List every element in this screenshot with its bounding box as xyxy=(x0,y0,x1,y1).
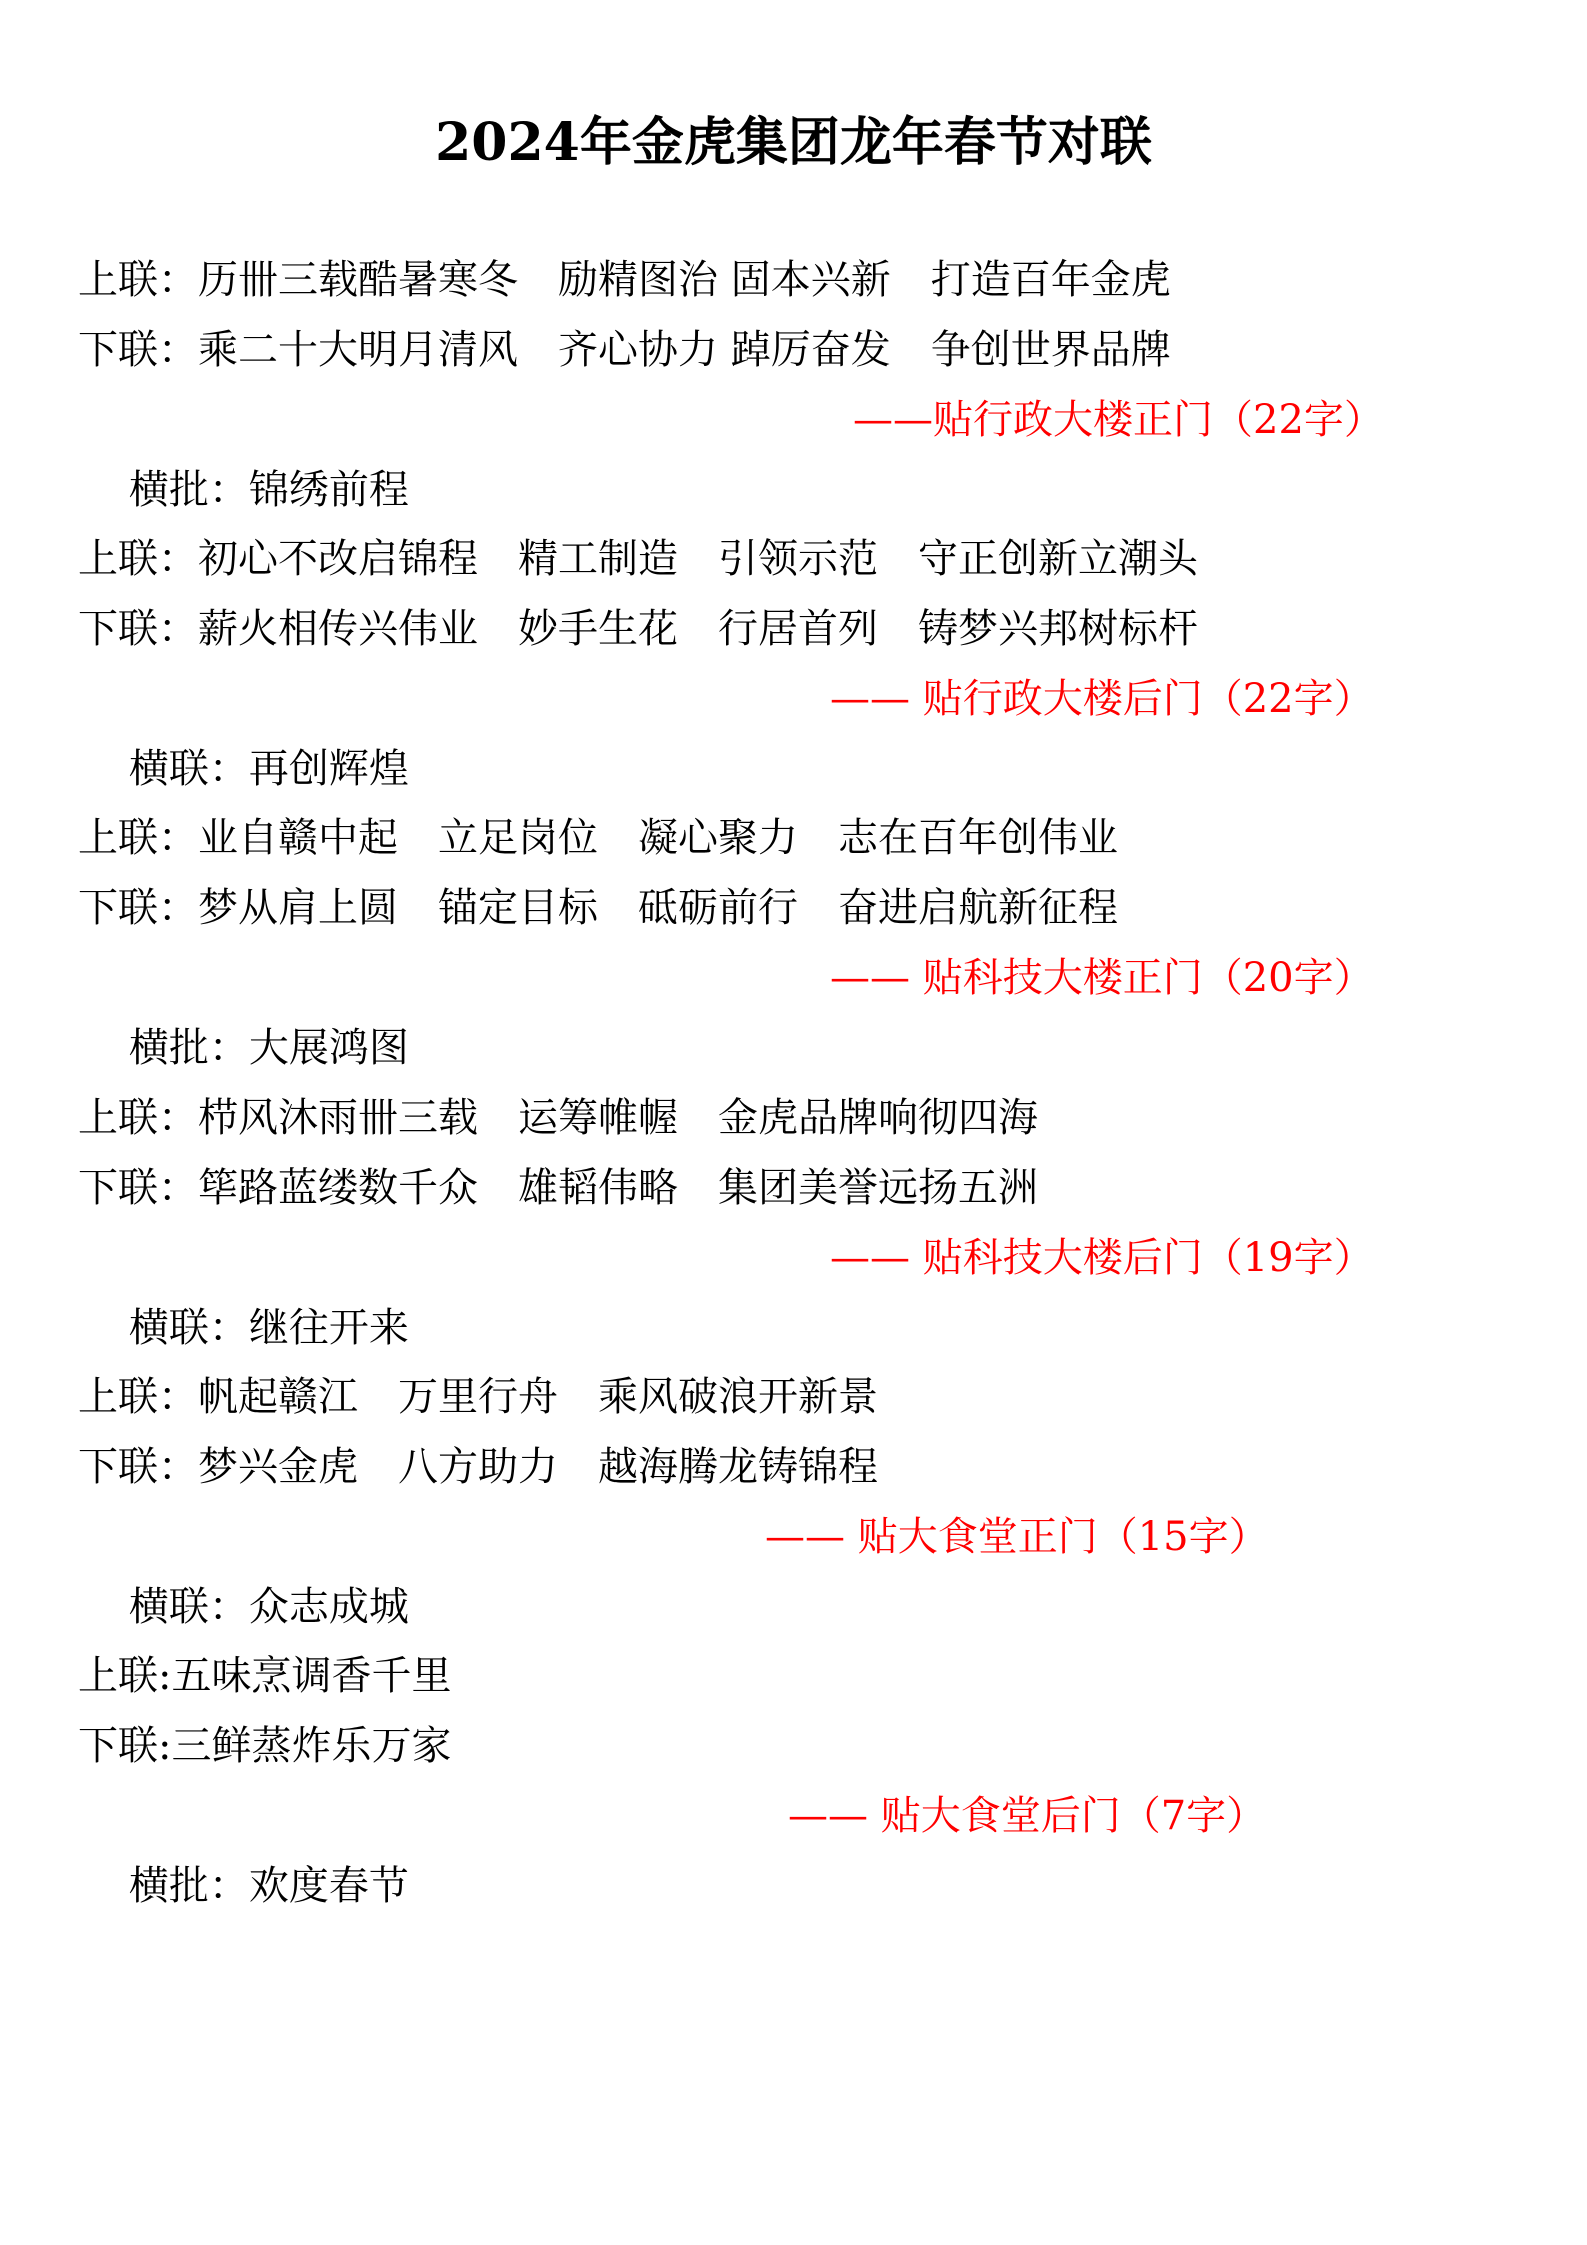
horizontal-scroll-line xyxy=(78,943,1508,1071)
lower-couplet: 下联：薪火相传兴伟业 妙手生花 行居首列 铸梦兴邦树标杆 xyxy=(78,606,1198,652)
horizontal-scroll-line xyxy=(78,1502,1508,1630)
horizontal-scroll: 横批：欢度春节 xyxy=(128,1863,409,1909)
couplet-block-5 xyxy=(78,1362,1508,1630)
horizontal-scroll: 横联：继往开来 xyxy=(128,1305,409,1351)
lower-couplet: 下联：梦兴金虎 八方助力 越海腾龙铸锦程 xyxy=(78,1444,878,1490)
couplet-block-2 xyxy=(78,524,1508,792)
upper-couplet: 上联：栉风沐雨卌三载 运筹帷幄 金虎品牌响彻四海 xyxy=(78,1095,1038,1141)
page-title: 2024年金虎集团龙年春节对联 xyxy=(435,112,1152,173)
lower-couplet: 下联：筚路蓝缕数千众 雄韬伟略 集团美誉远扬五洲 xyxy=(78,1165,1038,1211)
horizontal-scroll-line xyxy=(78,1781,1508,1909)
couplet-block-4 xyxy=(78,1083,1508,1351)
couplet-block-1 xyxy=(78,245,1508,513)
placement-note: —— 贴大食堂后门（7字） xyxy=(788,1793,1267,1839)
upper-couplet: 上联：初心不改启锦程 精工制造 引领示范 守正创新立潮头 xyxy=(78,536,1198,582)
horizontal-scroll-line xyxy=(78,664,1508,792)
upper-couplet: 上联：业自赣中起 立足岗位 凝心聚力 志在百年创伟业 xyxy=(78,815,1118,861)
upper-couplet: 上联:五味烹调香千里 xyxy=(78,1653,452,1699)
horizontal-scroll: 横批：锦绣前程 xyxy=(128,467,409,513)
placement-note: ——贴行政大楼正门（22字） xyxy=(853,397,1384,443)
couplet-block-3 xyxy=(78,803,1508,1071)
horizontal-scroll: 横批：大展鸿图 xyxy=(128,1025,409,1071)
upper-couplet: 上联：历卌三载酷暑寒冬 励精图治 固本兴新 打造百年金虎 xyxy=(78,257,1171,303)
placement-note: —— 贴行政大楼后门（22字） xyxy=(830,676,1374,722)
horizontal-scroll-line xyxy=(78,385,1508,513)
horizontal-scroll: 横联：再创辉煌 xyxy=(128,746,409,792)
couplet-block-6 xyxy=(78,1641,1508,1909)
placement-note: —— 贴科技大楼后门（19字） xyxy=(830,1235,1374,1281)
lower-couplet: 下联:三鲜蒸炸乐万家 xyxy=(78,1723,452,1769)
horizontal-scroll: 横联：众志成城 xyxy=(128,1584,409,1630)
upper-couplet: 上联：帆起赣江 万里行舟 乘风破浪开新景 xyxy=(78,1374,878,1420)
horizontal-scroll-line xyxy=(78,1223,1508,1351)
placement-note: —— 贴科技大楼正门（20字） xyxy=(830,955,1374,1001)
lower-couplet: 下联：乘二十大明月清风 齐心协力 踔厉奋发 争创世界品牌 xyxy=(78,327,1171,373)
lower-couplet: 下联：梦从肩上圆 锚定目标 砥砺前行 奋进启航新征程 xyxy=(78,885,1118,931)
placement-note: —— 贴大食堂正门（15字） xyxy=(765,1514,1269,1560)
